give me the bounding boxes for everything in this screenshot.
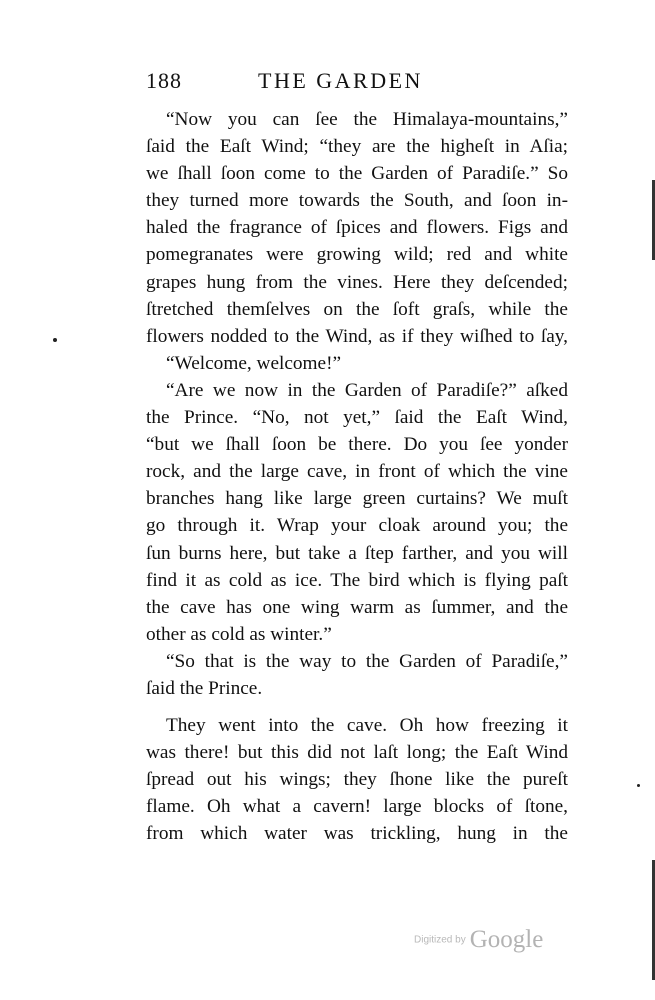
- text-line: we ſhall ſoon come to the Garden of Paradiſe.” So: [146, 163, 568, 185]
- page-number: 188: [146, 68, 182, 93]
- text-line: “Now you can ſee the Himalaya-mountains,”: [166, 109, 568, 130]
- body-text: [146, 106, 568, 848]
- text-line: pomegranates were growing wild; red and white: [146, 244, 568, 266]
- text-line: other as cold as winter.”: [146, 623, 332, 645]
- text-line: haled the fragrance of ſpices and flowers. Figs and: [146, 217, 568, 239]
- text-line: branches hang like large green curtains? We muſt: [146, 488, 568, 510]
- text-line: “Are we now in the Garden of Paradiſe?” aſked: [166, 379, 568, 401]
- running-header: [146, 68, 586, 100]
- text-line: go through it. Wrap your cloak around you; the: [146, 515, 568, 537]
- text-line: the cave has one wing warm as ſummer, and the: [146, 596, 568, 618]
- text-line: flame. Oh what a cavern! large blocks of ſtone,: [146, 796, 568, 818]
- print-speck: [53, 338, 57, 342]
- text-line: ſaid the Prince.: [146, 677, 263, 699]
- text-line: They went into the cave. Oh how freezing it: [166, 715, 568, 737]
- text-line: grapes hung from the vines. Here they deſcended;: [146, 271, 568, 293]
- google-logo: Google: [469, 926, 544, 953]
- text-line: find it as cold as ice. The bird which is flying paſt: [146, 569, 568, 591]
- text-line: flowers nodded to the Wind, as if they wiſhed to ſay,: [146, 325, 568, 347]
- watermark-prefix: Digitized by: [414, 934, 466, 946]
- text-line: ſtretched themſelves on the ſoft graſs, while the: [146, 298, 568, 320]
- text-line: they turned more towards the South, and ſoon in-: [146, 190, 568, 212]
- text-line: “but we ſhall ſoon be there. Do you ſee yonder: [146, 434, 568, 456]
- running-title: THE GARDEN: [258, 68, 423, 93]
- digitized-watermark: [414, 926, 543, 954]
- text-line: from which water was trickling, hung in the: [146, 823, 568, 845]
- text-line: was there! but this did not laſt long; the Eaſt Wind: [146, 742, 568, 764]
- print-speck: [637, 784, 640, 787]
- text-line: rock, and the large cave, in front of which the vine: [146, 461, 568, 483]
- text-line: ſaid the Eaſt Wind; “they are the higheſt in Aſia;: [146, 136, 568, 158]
- text-line: ſun burns here, but take a ſtep farther, and you will: [146, 542, 568, 564]
- text-line: the Prince. “No, not yet,” ſaid the Eaſt Wind,: [146, 407, 568, 429]
- text-line: ſpread out his wings; they ſhone like the pureſt: [146, 769, 568, 791]
- text-line: “Welcome, welcome!”: [166, 352, 342, 374]
- text-line: “So that is the way to the Garden of Paradiſe,”: [166, 650, 568, 672]
